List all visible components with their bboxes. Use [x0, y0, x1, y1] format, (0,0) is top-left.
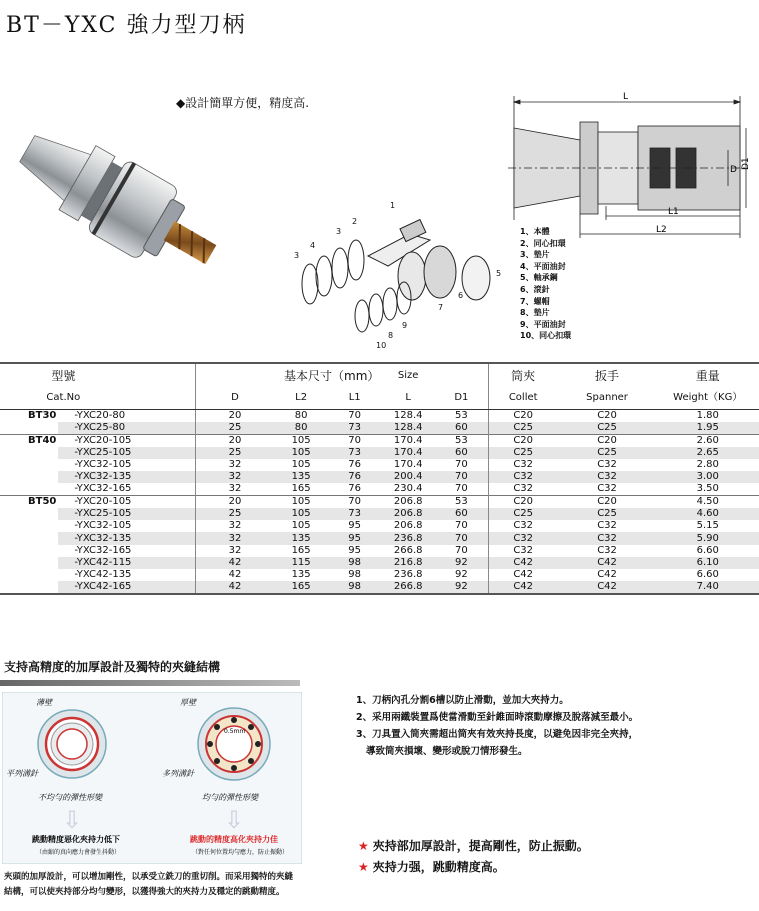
header-basic-dims: 基本尺寸（mm）	[195, 363, 381, 387]
table-row	[0, 459, 759, 471]
caption-line: 結構，可以使夾持部分均勻變形，以獲得強大的夾持力及穩定的跳動精度。	[4, 887, 285, 897]
table-row	[0, 569, 759, 581]
group-label	[0, 471, 58, 483]
note-item: 導致筒夾損壞、變形或脫刀情形發生。	[366, 746, 528, 757]
table-cell: 25	[195, 508, 274, 520]
table-cell: C32	[488, 459, 557, 471]
header-D1: D1	[435, 387, 488, 409]
explode-label-7: 7	[438, 303, 444, 312]
section-bar	[0, 680, 300, 686]
thin-wall-ring	[38, 710, 106, 778]
table-cell: 25	[195, 447, 274, 459]
table-cell: -YXC42-135	[74, 569, 132, 581]
table-cell: 236.8	[381, 532, 435, 544]
header-cat-no: Cat.No	[0, 387, 195, 409]
table-cell: -YXC32-135	[58, 471, 195, 483]
table-cell: 135	[274, 532, 328, 544]
table-row	[0, 557, 759, 569]
table-cell: 105	[291, 520, 311, 532]
table-cell: -YXC32-105	[74, 458, 132, 470]
header-L1: L1	[328, 387, 382, 409]
table-cell: 95	[328, 532, 382, 544]
table-cell: C20	[488, 434, 557, 447]
parts-list-item: 7、螺帽	[520, 296, 550, 306]
table-cell: C42	[488, 557, 557, 569]
table-cell: 70	[328, 409, 382, 422]
table-cell: 73	[328, 447, 382, 459]
table-cell: 70	[328, 434, 382, 447]
table-cell: 165	[291, 544, 311, 556]
table-cell: -YXC25-105	[58, 508, 195, 520]
header-D: D	[195, 387, 274, 409]
feature-text: ◆設計簡單方便，精度高.	[176, 96, 310, 110]
uneven-deformation-label: 不均勻的彈性形變	[38, 793, 102, 802]
table-cell: 20	[195, 409, 274, 422]
right-result-sub: （對任何位置均勻應力，防止振動）	[192, 849, 289, 856]
table-cell: 1.80	[657, 409, 759, 422]
table-cell: 4.50	[657, 496, 759, 509]
table-cell: 32	[195, 545, 274, 557]
table-cell: -YXC20-80	[58, 409, 195, 422]
left-result: 跳動精度惡化夾持力低下	[32, 835, 120, 844]
table-cell: C20	[488, 409, 557, 422]
table-cell: C32	[558, 532, 657, 544]
caption	[4, 870, 293, 900]
parts-list	[520, 226, 571, 342]
table-cell: -YXC25-80	[58, 422, 195, 435]
highlight-item: ★ 夾持部加厚設計，提高剛性，防止振動。	[358, 839, 589, 853]
parts-list-item: 8、墊片	[520, 308, 550, 318]
exploded-view	[290, 196, 520, 352]
table-cell: 170.4	[393, 458, 423, 470]
header-weight-en: Weight（KG）	[657, 387, 759, 409]
table-cell: 25	[195, 422, 274, 435]
table-row	[0, 483, 759, 496]
table-row	[0, 496, 759, 509]
group-label	[0, 483, 58, 496]
table-cell: 73	[328, 422, 382, 435]
table-cell: 80	[274, 409, 328, 422]
table-cell: C25	[488, 447, 557, 459]
table-cell: 42	[195, 569, 274, 581]
table-cell: C20	[558, 434, 657, 447]
table-row	[0, 434, 759, 447]
table-cell: 266.8	[381, 581, 435, 594]
gap-label: 0.5mm	[224, 728, 246, 735]
table-cell: 60	[435, 422, 488, 435]
table-cell: 135	[291, 569, 311, 581]
parts-list-item: 4、平面油封	[520, 261, 566, 271]
table-cell: 3.50	[696, 483, 719, 495]
explode-label-3a: 3	[336, 227, 342, 236]
explode-label-2: 2	[352, 217, 358, 226]
table-cell: C32	[488, 471, 557, 483]
table-cell: 92	[455, 569, 468, 581]
table-cell: 53	[435, 434, 488, 447]
group-label	[0, 569, 58, 581]
parts-list-item: 2、同心扣環	[520, 238, 566, 248]
table-cell: 230.4	[393, 483, 423, 495]
table-cell: 165	[291, 483, 311, 495]
table-cell: -YXC20-105	[58, 496, 195, 509]
table-row	[0, 409, 759, 422]
page-title: BT－YXC 強力型刀柄	[6, 13, 247, 38]
table-cell: 53	[435, 496, 488, 509]
right-result: 跳動的精度高化夾持力佳	[190, 835, 278, 844]
table-cell: C20	[488, 496, 557, 509]
group-label	[0, 508, 58, 520]
table-cell: 105	[274, 447, 328, 459]
left-result-sub: （由縮的真向應力會發生抖動）	[36, 849, 121, 856]
table-cell: 135	[274, 471, 328, 483]
parts-list-item: 1、本體	[520, 227, 550, 236]
section-title: 支持高精度的加厚設計及獨特的夾縫結構	[4, 660, 221, 674]
dimension-drawing	[508, 88, 753, 238]
table-cell: C32	[597, 544, 617, 556]
dim-D: D	[730, 165, 737, 175]
table-cell: 216.8	[381, 557, 435, 569]
table-cell: C25	[558, 447, 657, 459]
table-cell: 53	[435, 409, 488, 422]
table-row	[0, 545, 759, 557]
table-cell: 60	[435, 447, 488, 459]
table-cell: 266.8	[393, 544, 423, 556]
table-row	[0, 581, 759, 594]
table-row	[0, 471, 759, 483]
table-cell: -YXC25-105	[58, 447, 195, 459]
table-cell: C25	[488, 422, 557, 435]
thick-wall-ring	[198, 708, 270, 780]
table-cell: 20	[195, 434, 274, 447]
table-cell: C20	[558, 409, 657, 422]
table-cell: 92	[435, 581, 488, 594]
table-cell: C32	[597, 483, 617, 495]
table-cell: 200.4	[381, 471, 435, 483]
table-cell: -YXC42-165	[58, 581, 195, 594]
table-cell: 70	[435, 532, 488, 544]
table-cell: 2.65	[657, 447, 759, 459]
header-collet-en: Collet	[488, 387, 557, 409]
table-cell: C32	[488, 545, 557, 557]
right-arrow-glyph: ⇩	[224, 806, 245, 834]
explode-label-4: 4	[310, 241, 316, 250]
table-cell: 236.8	[393, 569, 423, 581]
group-label: BT50	[0, 496, 58, 509]
group-label	[0, 532, 58, 544]
table-cell: 76	[348, 458, 362, 470]
group-label	[0, 459, 58, 471]
dim-L1: L1	[668, 207, 679, 217]
table-cell: C42	[488, 581, 557, 594]
dim-D1: D1	[741, 157, 751, 170]
note-item: 2、采用兩鐵裝置爲使當滑動至針錐面時滾動摩擦及脫落減至最小。	[356, 712, 639, 723]
table-cell: 80	[274, 422, 328, 435]
table-cell: C25	[558, 422, 657, 435]
table-cell: 2.80	[696, 458, 719, 470]
notes	[356, 692, 638, 760]
ring-comparison-diagram	[2, 692, 302, 864]
table-cell: 4.60	[657, 508, 759, 520]
dim-L2: L2	[656, 225, 667, 235]
thin-wall-label: 薄壁	[36, 698, 52, 707]
star-icon: ★	[358, 839, 369, 853]
table-cell: 42	[195, 557, 274, 569]
group-label	[0, 557, 58, 569]
even-deformation-label: 均勻的彈性形變	[202, 793, 258, 802]
table-cell: C32	[488, 483, 557, 496]
table-cell: C32	[488, 520, 557, 532]
table-cell: 3.00	[657, 471, 759, 483]
table-cell: C42	[558, 581, 657, 594]
multi-groove-label: 多列溝針	[162, 769, 194, 778]
table-cell: 206.8	[381, 496, 435, 509]
table-cell: 70	[455, 483, 468, 495]
table-cell: C25	[488, 508, 557, 520]
table-cell: 105	[274, 508, 328, 520]
group-label	[0, 447, 58, 459]
table-cell: 115	[274, 557, 328, 569]
table-cell: 70	[455, 544, 468, 556]
toolholder-photo	[10, 118, 230, 308]
group-label: BT30	[0, 409, 58, 422]
table-row	[0, 508, 759, 520]
table-cell: -YXC32-165	[74, 544, 132, 556]
explode-label-5: 5	[496, 269, 502, 278]
group-label	[0, 545, 58, 557]
left-arrow-glyph: ⇩	[62, 806, 83, 834]
thick-wall-label: 厚壁	[180, 698, 196, 707]
table-cell: 128.4	[381, 409, 435, 422]
table-cell: C32	[597, 520, 617, 532]
table-cell: 32	[195, 471, 274, 483]
table-cell: -YXC32-135	[58, 532, 195, 544]
table-cell: C42	[597, 569, 617, 581]
table-row	[0, 520, 759, 532]
explode-label-9: 9	[402, 321, 408, 330]
table-cell: C32	[558, 471, 657, 483]
header-L2: L2	[274, 387, 328, 409]
header-weight-cn: 重量	[657, 363, 759, 387]
group-label	[0, 520, 58, 532]
explode-label-3b: 3	[294, 251, 300, 260]
table-cell: 170.4	[381, 434, 435, 447]
table-cell: 32	[195, 532, 274, 544]
highlight-item: ★ 夾持力强，跳動精度高。	[358, 860, 505, 874]
header-collet-cn: 筒夾	[488, 363, 557, 387]
parts-list-item: 5、軸承鋼	[520, 273, 558, 283]
caption-line: 夾頭的加厚設計，可以增加剛性，以承受立銑刀的重切削。而采用獨特的夾縫	[4, 872, 294, 882]
table-cell: 105	[274, 496, 328, 509]
table-cell: 73	[328, 508, 382, 520]
table-cell: C25	[558, 508, 657, 520]
parts-list-item: 6、滾針	[520, 284, 550, 294]
explode-label-6: 6	[458, 291, 464, 300]
table-cell: 105	[274, 434, 328, 447]
table-cell: 5.90	[657, 532, 759, 544]
table-cell: 20	[195, 496, 274, 509]
header-L: L	[381, 387, 435, 409]
table-cell: 6.10	[657, 557, 759, 569]
table-cell: 206.8	[381, 508, 435, 520]
explode-label-1: 1	[390, 201, 396, 210]
table-cell: 6.60	[696, 544, 719, 556]
parts-list-item: 9、平面油封	[520, 319, 566, 329]
parts-list-item: 3、墊片	[520, 250, 550, 260]
table-row	[0, 447, 759, 459]
spec-table-wrap	[0, 362, 759, 595]
table-cell: 7.40	[657, 581, 759, 594]
table-cell: 42	[195, 581, 274, 594]
table-cell: -YXC32-165	[74, 483, 132, 495]
header-model: 型號	[0, 363, 195, 387]
group-label	[0, 581, 58, 594]
highlights	[358, 836, 589, 878]
group-label: BT40	[0, 434, 58, 447]
table-cell: 98	[328, 581, 382, 594]
table-cell: C32	[597, 458, 617, 470]
table-cell: -YXC42-115	[58, 557, 195, 569]
single-groove-label: 平列溝針	[6, 769, 38, 778]
star-icon: ★	[358, 860, 369, 874]
table-cell: 70	[455, 520, 468, 532]
table-cell: C20	[558, 496, 657, 509]
table-cell: 2.60	[657, 434, 759, 447]
table-cell: 95	[348, 544, 362, 556]
table-cell: 95	[348, 520, 362, 532]
table-cell: 5.15	[696, 520, 719, 532]
table-cell: 32	[195, 520, 274, 532]
table-cell: C42	[488, 569, 557, 581]
table-cell: 32	[195, 483, 274, 496]
table-cell: 1.95	[657, 422, 759, 435]
table-cell: 70	[455, 458, 468, 470]
table-cell: 70	[328, 496, 382, 509]
table-cell: 165	[274, 581, 328, 594]
table-cell: 6.60	[696, 569, 719, 581]
table-cell: 170.4	[381, 447, 435, 459]
table-cell: C32	[488, 532, 557, 544]
note-item: 1、刀柄內孔分割6槽以防止滑動，並加大夾持力。	[356, 695, 569, 706]
table-cell: 98	[328, 557, 382, 569]
table-cell: 105	[291, 458, 311, 470]
header-size: Size	[381, 363, 435, 387]
header-spanner-cn: 扳手	[558, 363, 657, 387]
spec-table	[0, 362, 759, 595]
parts-list-item: 10、同心扣環	[520, 331, 572, 341]
explode-label-8: 8	[388, 331, 394, 340]
table-cell: 128.4	[381, 422, 435, 435]
table-cell: 76	[348, 483, 362, 495]
table-cell: 32	[195, 459, 274, 471]
table-cell: 98	[348, 569, 362, 581]
dim-L: L	[623, 92, 629, 102]
note-item: 3、刀具置入筒夾需超出筒夾有效夾持長度，以避免因非完全夾持，	[356, 729, 639, 740]
table-cell: C42	[558, 557, 657, 569]
table-cell: 92	[435, 557, 488, 569]
table-cell: 76	[328, 471, 382, 483]
table-row	[0, 532, 759, 544]
explode-label-10: 10	[376, 341, 387, 350]
group-label	[0, 422, 58, 435]
table-cell: 60	[435, 508, 488, 520]
table-cell: -YXC20-105	[58, 434, 195, 447]
header-spanner-en: Spanner	[558, 387, 657, 409]
table-cell: -YXC32-105	[74, 520, 132, 532]
table-cell: 206.8	[393, 520, 423, 532]
table-cell: 70	[435, 471, 488, 483]
spec-table-body	[0, 409, 759, 594]
table-row	[0, 422, 759, 435]
